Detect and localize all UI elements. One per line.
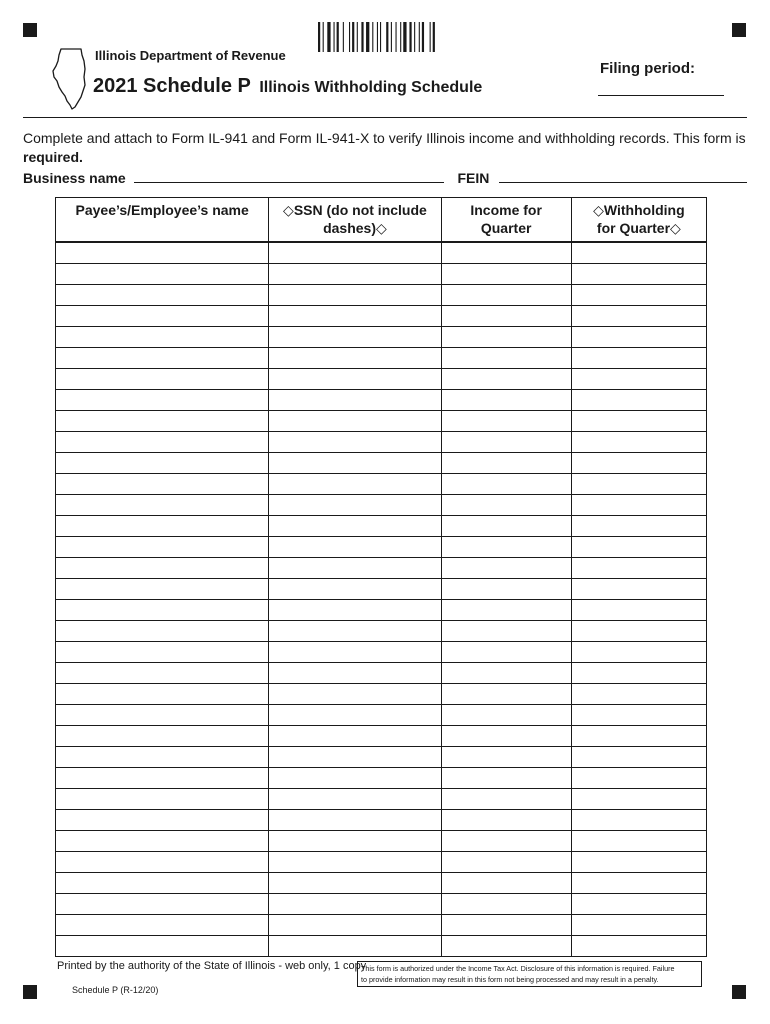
cell-income[interactable] — [441, 621, 571, 642]
cell-withholding[interactable] — [571, 327, 706, 348]
cell-ssn[interactable] — [269, 348, 441, 369]
cell-ssn[interactable] — [269, 915, 441, 936]
table-row — [56, 495, 707, 516]
cell-withholding[interactable] — [571, 537, 706, 558]
table-row — [56, 768, 707, 789]
cell-income[interactable] — [441, 810, 571, 831]
cell-payee-name[interactable] — [56, 747, 269, 768]
cell-ssn[interactable] — [269, 768, 441, 789]
cell-income[interactable] — [441, 936, 571, 957]
cell-ssn[interactable] — [269, 894, 441, 915]
table-row — [56, 915, 707, 936]
cell-ssn[interactable] — [269, 495, 441, 516]
cell-payee-name[interactable] — [56, 411, 269, 432]
cell-withholding[interactable] — [571, 516, 706, 537]
cell-withholding[interactable] — [571, 789, 706, 810]
cell-payee-name[interactable] — [56, 873, 269, 894]
cell-withholding[interactable] — [571, 642, 706, 663]
cell-payee-name[interactable] — [56, 495, 269, 516]
cell-income[interactable] — [441, 873, 571, 894]
cell-payee-name[interactable] — [56, 348, 269, 369]
table-row — [56, 726, 707, 747]
cell-income[interactable] — [441, 390, 571, 411]
cell-withholding[interactable] — [571, 306, 706, 327]
cell-withholding[interactable] — [571, 726, 706, 747]
table-row — [56, 453, 707, 474]
table-row — [56, 369, 707, 390]
column-header-line: ◇SSN (do not include — [283, 202, 427, 218]
cell-income[interactable] — [441, 369, 571, 390]
cell-ssn[interactable] — [269, 684, 441, 705]
cell-ssn[interactable] — [269, 474, 441, 495]
cell-withholding[interactable] — [571, 810, 706, 831]
cell-withholding[interactable] — [571, 873, 706, 894]
registration-mark-bottom-left — [23, 985, 37, 999]
cell-income[interactable] — [441, 852, 571, 873]
instructions-body: Complete and attach to Form IL-941 and Form IL-941-X to verify Illinois income and withholding records. This form is — [23, 130, 746, 146]
table-row — [56, 537, 707, 558]
cell-payee-name[interactable] — [56, 264, 269, 285]
cell-withholding[interactable] — [571, 621, 706, 642]
cell-withholding[interactable] — [571, 474, 706, 495]
cell-income[interactable] — [441, 684, 571, 705]
cell-withholding[interactable] — [571, 558, 706, 579]
table-row — [56, 390, 707, 411]
column-header-income — [441, 198, 571, 243]
cell-withholding[interactable] — [571, 285, 706, 306]
cell-payee-name[interactable] — [56, 852, 269, 873]
cell-withholding[interactable] — [571, 663, 706, 684]
cell-ssn[interactable] — [269, 810, 441, 831]
cell-ssn[interactable] — [269, 873, 441, 894]
cell-payee-name[interactable] — [56, 915, 269, 936]
cell-ssn[interactable] — [269, 432, 441, 453]
schedule-subtitle: Illinois Withholding Schedule — [259, 79, 483, 96]
filing-period-field[interactable] — [598, 95, 724, 96]
cell-withholding[interactable] — [571, 705, 706, 726]
cell-income[interactable] — [441, 474, 571, 495]
column-header-line: for Quarter◇ — [596, 220, 681, 236]
cell-income[interactable] — [441, 747, 571, 768]
table-row — [56, 705, 707, 726]
illinois-state-outline-icon — [51, 47, 91, 111]
cell-payee-name[interactable] — [56, 242, 269, 264]
cell-withholding[interactable] — [571, 936, 706, 957]
column-header-line: Payee’s/Employee’s name — [75, 202, 249, 218]
cell-payee-name[interactable] — [56, 768, 269, 789]
cell-ssn[interactable] — [269, 390, 441, 411]
table-body — [56, 242, 707, 957]
cell-ssn[interactable] — [269, 264, 441, 285]
cell-withholding[interactable] — [571, 411, 706, 432]
cell-withholding[interactable] — [571, 242, 706, 264]
cell-income[interactable] — [441, 915, 571, 936]
cell-payee-name[interactable] — [56, 621, 269, 642]
registration-mark-top-right — [732, 23, 746, 37]
cell-payee-name[interactable] — [56, 600, 269, 621]
fein-label: FEIN — [457, 170, 490, 186]
table-header-row — [56, 198, 707, 243]
table-row — [56, 348, 707, 369]
agency-name: Illinois Department of Revenue — [95, 48, 286, 63]
table-row — [56, 600, 707, 621]
cell-ssn[interactable] — [269, 369, 441, 390]
table-row — [56, 579, 707, 600]
cell-withholding[interactable] — [571, 768, 706, 789]
table-row — [56, 936, 707, 957]
cell-withholding[interactable] — [571, 684, 706, 705]
cell-income[interactable] — [441, 642, 571, 663]
cell-payee-name[interactable] — [56, 789, 269, 810]
column-header-line: ◇Withholding — [593, 202, 685, 218]
cell-income[interactable] — [441, 768, 571, 789]
cell-income[interactable] — [441, 495, 571, 516]
cell-income[interactable] — [441, 705, 571, 726]
table-row — [56, 831, 707, 852]
cell-withholding[interactable] — [571, 495, 706, 516]
column-header-line: Quarter — [480, 220, 532, 236]
cell-payee-name[interactable] — [56, 390, 269, 411]
table-row — [56, 747, 707, 768]
cell-income[interactable] — [441, 831, 571, 852]
cell-payee-name[interactable] — [56, 726, 269, 747]
cell-payee-name[interactable] — [56, 579, 269, 600]
cell-income[interactable] — [441, 516, 571, 537]
column-header-line: dashes)◇ — [323, 220, 387, 236]
instructions-text — [23, 129, 753, 167]
table-row — [56, 242, 707, 264]
cell-ssn[interactable] — [269, 789, 441, 810]
table-row — [56, 516, 707, 537]
cell-ssn[interactable] — [269, 327, 441, 348]
cell-payee-name[interactable] — [56, 705, 269, 726]
business-name-label: Business name — [23, 170, 126, 186]
table-row — [56, 684, 707, 705]
table-row — [56, 327, 707, 348]
cell-payee-name[interactable] — [56, 894, 269, 915]
table-row — [56, 642, 707, 663]
table-row — [56, 264, 707, 285]
cell-ssn[interactable] — [269, 642, 441, 663]
cell-ssn[interactable] — [269, 516, 441, 537]
registration-mark-bottom-right — [732, 985, 746, 999]
header-divider — [23, 117, 747, 118]
cell-withholding[interactable] — [571, 264, 706, 285]
instructions-emphasis: required. — [23, 149, 83, 165]
cell-income[interactable] — [441, 242, 571, 264]
registration-mark-top-left — [23, 23, 37, 37]
cell-payee-name[interactable] — [56, 327, 269, 348]
schedule-title: 2021 Schedule P — [93, 75, 251, 97]
cell-ssn[interactable] — [269, 621, 441, 642]
cell-payee-name[interactable] — [56, 306, 269, 327]
cell-income[interactable] — [441, 789, 571, 810]
cell-withholding[interactable] — [571, 831, 706, 852]
cell-withholding[interactable] — [571, 747, 706, 768]
cell-income[interactable] — [441, 600, 571, 621]
cell-income[interactable] — [441, 327, 571, 348]
cell-income[interactable] — [441, 558, 571, 579]
withholding-table — [55, 197, 707, 957]
table-row — [56, 306, 707, 327]
cell-withholding[interactable] — [571, 915, 706, 936]
table-row — [56, 411, 707, 432]
cell-income[interactable] — [441, 432, 571, 453]
cell-ssn[interactable] — [269, 936, 441, 957]
cell-ssn[interactable] — [269, 537, 441, 558]
column-header-payee-name — [56, 198, 269, 243]
cell-payee-name[interactable] — [56, 432, 269, 453]
form-revision-id: Schedule P (R-12/20) — [72, 985, 159, 995]
cell-payee-name[interactable] — [56, 369, 269, 390]
cell-ssn[interactable] — [269, 600, 441, 621]
form-title — [93, 75, 482, 98]
table-row — [56, 621, 707, 642]
cell-income[interactable] — [441, 306, 571, 327]
cell-income[interactable] — [441, 726, 571, 747]
cell-payee-name[interactable] — [56, 537, 269, 558]
cell-income[interactable] — [441, 453, 571, 474]
table-row — [56, 285, 707, 306]
cell-withholding[interactable] — [571, 390, 706, 411]
cell-ssn[interactable] — [269, 852, 441, 873]
cell-income[interactable] — [441, 894, 571, 915]
table-row — [56, 558, 707, 579]
column-header-line: Income for — [470, 202, 542, 218]
cell-withholding[interactable] — [571, 852, 706, 873]
cell-payee-name[interactable] — [56, 684, 269, 705]
table-row — [56, 810, 707, 831]
cell-payee-name[interactable] — [56, 474, 269, 495]
column-header-withholding — [571, 198, 706, 243]
cell-income[interactable] — [441, 663, 571, 684]
cell-income[interactable] — [441, 411, 571, 432]
disclosure-line: to provide information may result in this form not being processed and may result in a penalty. — [361, 975, 659, 984]
cell-withholding[interactable] — [571, 348, 706, 369]
cell-ssn[interactable] — [269, 579, 441, 600]
cell-income[interactable] — [441, 348, 571, 369]
table-row — [56, 474, 707, 495]
cell-payee-name[interactable] — [56, 810, 269, 831]
column-header-ssn — [269, 198, 441, 243]
table-row — [56, 873, 707, 894]
cell-ssn[interactable] — [269, 726, 441, 747]
table-row — [56, 432, 707, 453]
cell-payee-name[interactable] — [56, 285, 269, 306]
disclosure-box — [357, 961, 702, 987]
cell-payee-name[interactable] — [56, 516, 269, 537]
cell-withholding[interactable] — [571, 579, 706, 600]
cell-withholding[interactable] — [571, 432, 706, 453]
table-row — [56, 894, 707, 915]
business-info-row — [23, 169, 748, 186]
cell-withholding[interactable] — [571, 894, 706, 915]
cell-ssn[interactable] — [269, 831, 441, 852]
cell-ssn[interactable] — [269, 411, 441, 432]
cell-ssn[interactable] — [269, 242, 441, 264]
cell-payee-name[interactable] — [56, 936, 269, 957]
table-row — [56, 852, 707, 873]
table-row — [56, 789, 707, 810]
cell-withholding[interactable] — [571, 453, 706, 474]
cell-income[interactable] — [441, 537, 571, 558]
cell-ssn[interactable] — [269, 285, 441, 306]
cell-withholding[interactable] — [571, 369, 706, 390]
fein-field[interactable] — [499, 169, 747, 183]
disclosure-line: This form is authorized under the Income Tax Act. Disclosure of this information is required. Failure — [361, 964, 675, 973]
cell-payee-name[interactable] — [56, 642, 269, 663]
cell-payee-name[interactable] — [56, 663, 269, 684]
cell-ssn[interactable] — [269, 747, 441, 768]
cell-income[interactable] — [441, 579, 571, 600]
cell-ssn[interactable] — [269, 453, 441, 474]
cell-income[interactable] — [441, 285, 571, 306]
cell-income[interactable] — [441, 264, 571, 285]
cell-payee-name[interactable] — [56, 831, 269, 852]
cell-ssn[interactable] — [269, 306, 441, 327]
table-row — [56, 663, 707, 684]
cell-ssn[interactable] — [269, 558, 441, 579]
cell-payee-name[interactable] — [56, 453, 269, 474]
cell-withholding[interactable] — [571, 600, 706, 621]
cell-ssn[interactable] — [269, 663, 441, 684]
cell-ssn[interactable] — [269, 705, 441, 726]
business-name-field[interactable] — [134, 169, 444, 183]
printed-by-notice: Printed by the authority of the State of Illinois - web only, 1 copy — [57, 960, 367, 972]
barcode-icon — [318, 22, 473, 52]
filing-period-label: Filing period: — [600, 60, 695, 77]
cell-payee-name[interactable] — [56, 558, 269, 579]
